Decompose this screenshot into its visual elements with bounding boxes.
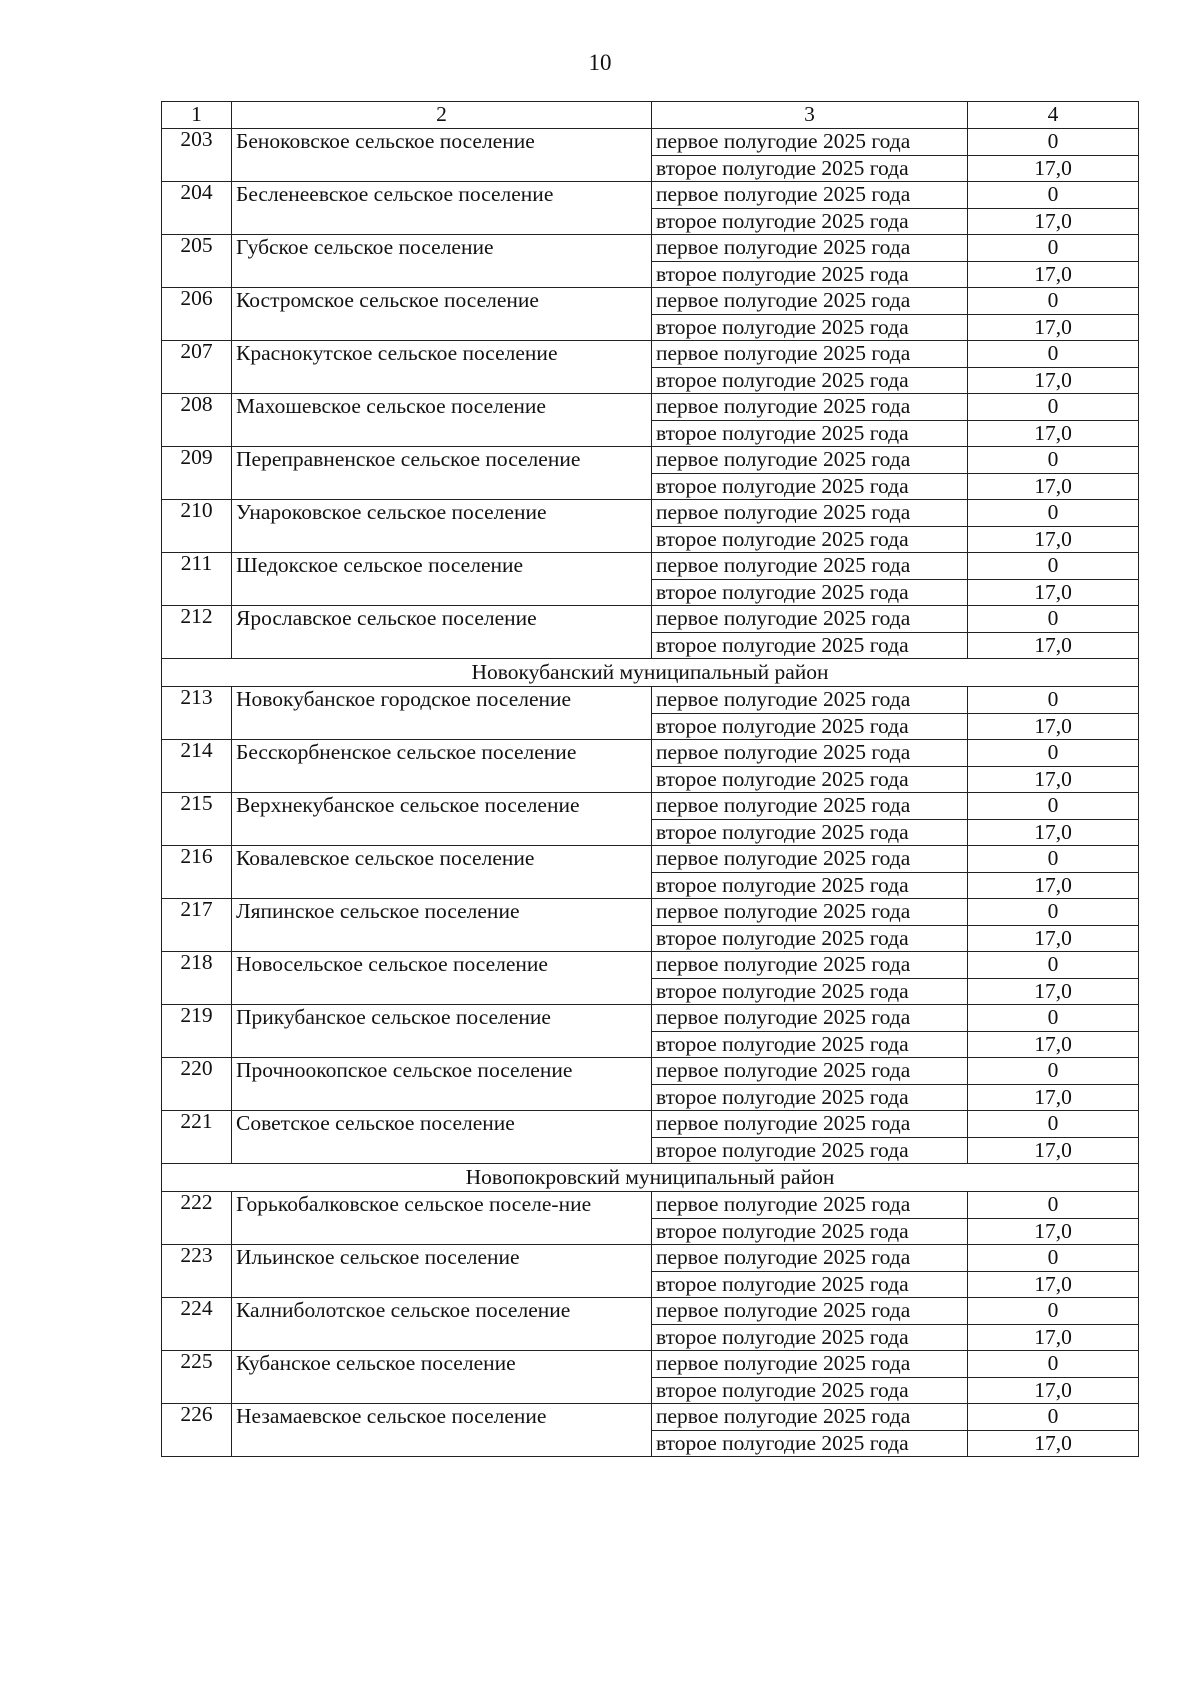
table-row — [162, 1111, 1139, 1138]
period-second-half: второе полугодие 2025 года — [652, 1218, 968, 1245]
settlement-name: Ильинское сельское поселение — [232, 1245, 652, 1298]
settlement-name: Прочноокопское сельское поселение — [232, 1058, 652, 1111]
value-second-half: 17,0 — [968, 367, 1139, 394]
value-first-half: 0 — [968, 1298, 1139, 1325]
row-number: 211 — [162, 553, 232, 606]
value-second-half: 17,0 — [968, 579, 1139, 606]
table-row — [162, 182, 1139, 209]
table-row — [162, 606, 1139, 633]
table-row — [162, 235, 1139, 262]
value-second-half: 17,0 — [968, 1377, 1139, 1404]
value-second-half: 17,0 — [968, 1084, 1139, 1111]
value-first-half: 0 — [968, 500, 1139, 527]
settlement-name: Новосельское сельское поселение — [232, 952, 652, 1005]
column-number: 3 — [652, 102, 968, 129]
settlement-name: Беноковское сельское поселение — [232, 129, 652, 182]
period-first-half: первое полугодие 2025 года — [652, 1404, 968, 1431]
value-first-half: 0 — [968, 1058, 1139, 1085]
settlements-table — [161, 101, 1139, 1457]
row-number: 217 — [162, 899, 232, 952]
value-second-half: 17,0 — [968, 925, 1139, 952]
value-first-half: 0 — [968, 740, 1139, 767]
settlement-name: Ярославское сельское поселение — [232, 606, 652, 659]
period-first-half: первое полугодие 2025 года — [652, 1111, 968, 1138]
period-second-half: второе полугодие 2025 года — [652, 1377, 968, 1404]
settlement-name: Ковалевское сельское поселение — [232, 846, 652, 899]
period-first-half: первое полугодие 2025 года — [652, 1245, 968, 1272]
row-number: 219 — [162, 1005, 232, 1058]
column-number: 4 — [968, 102, 1139, 129]
period-first-half: первое полугодие 2025 года — [652, 1058, 968, 1085]
period-second-half: второе полугодие 2025 года — [652, 713, 968, 740]
period-second-half: второе полугодие 2025 года — [652, 766, 968, 793]
period-second-half: второе полугодие 2025 года — [652, 526, 968, 553]
period-second-half: второе полугодие 2025 года — [652, 1324, 968, 1351]
period-first-half: первое полугодие 2025 года — [652, 341, 968, 368]
table-row — [162, 447, 1139, 474]
table-row — [162, 1404, 1139, 1431]
period-second-half: второе полугодие 2025 года — [652, 420, 968, 447]
settlement-name: Ляпинское сельское поселение — [232, 899, 652, 952]
row-number: 212 — [162, 606, 232, 659]
district-name: Новопокровский муниципальный район — [162, 1164, 1139, 1192]
period-first-half: первое полугодие 2025 года — [652, 740, 968, 767]
row-number: 224 — [162, 1298, 232, 1351]
column-number: 2 — [232, 102, 652, 129]
value-first-half: 0 — [968, 341, 1139, 368]
table-row — [162, 1005, 1139, 1032]
table-row — [162, 500, 1139, 527]
column-number-row — [162, 102, 1139, 129]
settlement-name: Шедокское сельское поселение — [232, 553, 652, 606]
value-first-half: 0 — [968, 394, 1139, 421]
period-second-half: второе полугодие 2025 года — [652, 208, 968, 235]
period-first-half: первое полугодие 2025 года — [652, 899, 968, 926]
settlement-name: Губское сельское поселение — [232, 235, 652, 288]
table-row — [162, 687, 1139, 714]
table-row — [162, 341, 1139, 368]
period-second-half: второе полугодие 2025 года — [652, 1137, 968, 1164]
period-first-half: первое полугодие 2025 года — [652, 447, 968, 474]
table-row — [162, 1058, 1139, 1085]
settlement-name: Верхнекубанское сельское поселение — [232, 793, 652, 846]
settlement-name: Прикубанское сельское поселение — [232, 1005, 652, 1058]
value-second-half: 17,0 — [968, 473, 1139, 500]
value-first-half: 0 — [968, 288, 1139, 315]
period-second-half: второе полугодие 2025 года — [652, 155, 968, 182]
period-second-half: второе полугодие 2025 года — [652, 819, 968, 846]
table-row — [162, 129, 1139, 156]
row-number: 225 — [162, 1351, 232, 1404]
table-row — [162, 899, 1139, 926]
table-row — [162, 1192, 1139, 1219]
value-second-half: 17,0 — [968, 1137, 1139, 1164]
settlement-name: Махошевское сельское поселение — [232, 394, 652, 447]
period-second-half: второе полугодие 2025 года — [652, 579, 968, 606]
period-first-half: первое полугодие 2025 года — [652, 394, 968, 421]
value-second-half: 17,0 — [968, 1324, 1139, 1351]
row-number: 207 — [162, 341, 232, 394]
settlement-name: Незамаевское сельское поселение — [232, 1404, 652, 1457]
settlement-name: Горькобалковское сельское поселе-ние — [232, 1192, 652, 1245]
period-first-half: первое полугодие 2025 года — [652, 606, 968, 633]
period-first-half: первое полугодие 2025 года — [652, 500, 968, 527]
period-second-half: второе полугодие 2025 года — [652, 261, 968, 288]
period-second-half: второе полугодие 2025 года — [652, 367, 968, 394]
column-number: 1 — [162, 102, 232, 129]
value-first-half: 0 — [968, 1351, 1139, 1378]
table-row — [162, 793, 1139, 820]
period-first-half: первое полугодие 2025 года — [652, 129, 968, 156]
row-number: 209 — [162, 447, 232, 500]
row-number: 204 — [162, 182, 232, 235]
settlement-name: Костромское сельское поселение — [232, 288, 652, 341]
period-second-half: второе полугодие 2025 года — [652, 1031, 968, 1058]
value-first-half: 0 — [968, 129, 1139, 156]
row-number: 220 — [162, 1058, 232, 1111]
period-first-half: первое полугодие 2025 года — [652, 1005, 968, 1032]
value-second-half: 17,0 — [968, 713, 1139, 740]
value-first-half: 0 — [968, 447, 1139, 474]
table-row — [162, 1351, 1139, 1378]
period-second-half: второе полугодие 2025 года — [652, 1271, 968, 1298]
value-second-half: 17,0 — [968, 1271, 1139, 1298]
page-number: 10 — [588, 50, 612, 75]
row-number: 203 — [162, 129, 232, 182]
value-second-half: 17,0 — [968, 1218, 1139, 1245]
row-number: 215 — [162, 793, 232, 846]
table-row — [162, 952, 1139, 979]
settlement-name: Калниболотское сельское поселение — [232, 1298, 652, 1351]
value-second-half: 17,0 — [968, 1031, 1139, 1058]
period-first-half: первое полугодие 2025 года — [652, 288, 968, 315]
value-first-half: 0 — [968, 1245, 1139, 1272]
period-first-half: первое полугодие 2025 года — [652, 1192, 968, 1219]
value-second-half: 17,0 — [968, 261, 1139, 288]
table-row — [162, 846, 1139, 873]
table-row — [162, 1245, 1139, 1272]
settlement-name: Бесскорбненское сельское поселение — [232, 740, 652, 793]
period-second-half: второе полугодие 2025 года — [652, 314, 968, 341]
settlement-name: Краснокутское сельское поселение — [232, 341, 652, 394]
value-second-half: 17,0 — [968, 208, 1139, 235]
value-first-half: 0 — [968, 1404, 1139, 1431]
value-first-half: 0 — [968, 553, 1139, 580]
period-second-half: второе полугодие 2025 года — [652, 1084, 968, 1111]
table-row — [162, 740, 1139, 767]
value-first-half: 0 — [968, 899, 1139, 926]
row-number: 213 — [162, 687, 232, 740]
period-second-half: второе полугодие 2025 года — [652, 1430, 968, 1457]
row-number: 216 — [162, 846, 232, 899]
period-first-half: первое полугодие 2025 года — [652, 235, 968, 262]
value-second-half: 17,0 — [968, 526, 1139, 553]
row-number: 214 — [162, 740, 232, 793]
settlement-name: Унароковское сельское поселение — [232, 500, 652, 553]
value-first-half: 0 — [968, 235, 1139, 262]
settlement-name: Бесленеевское сельское поселение — [232, 182, 652, 235]
value-first-half: 0 — [968, 1111, 1139, 1138]
value-first-half: 0 — [968, 687, 1139, 714]
value-first-half: 0 — [968, 952, 1139, 979]
row-number: 206 — [162, 288, 232, 341]
row-number: 210 — [162, 500, 232, 553]
row-number: 223 — [162, 1245, 232, 1298]
period-first-half: первое полугодие 2025 года — [652, 687, 968, 714]
table-row — [162, 553, 1139, 580]
value-second-half: 17,0 — [968, 978, 1139, 1005]
period-second-half: второе полугодие 2025 года — [652, 978, 968, 1005]
value-second-half: 17,0 — [968, 766, 1139, 793]
row-number: 208 — [162, 394, 232, 447]
period-first-half: первое полугодие 2025 года — [652, 553, 968, 580]
settlement-name: Кубанское сельское поселение — [232, 1351, 652, 1404]
period-second-half: второе полугодие 2025 года — [652, 473, 968, 500]
value-second-half: 17,0 — [968, 819, 1139, 846]
value-first-half: 0 — [968, 1192, 1139, 1219]
period-second-half: второе полугодие 2025 года — [652, 925, 968, 952]
value-first-half: 0 — [968, 1005, 1139, 1032]
value-second-half: 17,0 — [968, 1430, 1139, 1457]
value-second-half: 17,0 — [968, 314, 1139, 341]
row-number: 226 — [162, 1404, 232, 1457]
period-first-half: первое полугодие 2025 года — [652, 1298, 968, 1325]
period-first-half: первое полугодие 2025 года — [652, 182, 968, 209]
settlement-name: Переправненское сельское поселение — [232, 447, 652, 500]
value-first-half: 0 — [968, 846, 1139, 873]
row-number: 218 — [162, 952, 232, 1005]
period-second-half: второе полугодие 2025 года — [652, 872, 968, 899]
value-second-half: 17,0 — [968, 632, 1139, 659]
table-row — [162, 288, 1139, 315]
settlement-name: Новокубанское городское поселение — [232, 687, 652, 740]
value-second-half: 17,0 — [968, 872, 1139, 899]
table-row — [162, 1298, 1139, 1325]
period-first-half: первое полугодие 2025 года — [652, 952, 968, 979]
district-header-row — [162, 659, 1139, 687]
period-first-half: первое полугодие 2025 года — [652, 793, 968, 820]
settlement-name: Советское сельское поселение — [232, 1111, 652, 1164]
value-second-half: 17,0 — [968, 420, 1139, 447]
period-first-half: первое полугодие 2025 года — [652, 1351, 968, 1378]
value-first-half: 0 — [968, 793, 1139, 820]
district-name: Новокубанский муниципальный район — [162, 659, 1139, 687]
district-header-row — [162, 1164, 1139, 1192]
value-first-half: 0 — [968, 606, 1139, 633]
value-first-half: 0 — [968, 182, 1139, 209]
value-second-half: 17,0 — [968, 155, 1139, 182]
row-number: 205 — [162, 235, 232, 288]
period-second-half: второе полугодие 2025 года — [652, 632, 968, 659]
table-row — [162, 394, 1139, 421]
row-number: 221 — [162, 1111, 232, 1164]
period-first-half: первое полугодие 2025 года — [652, 846, 968, 873]
row-number: 222 — [162, 1192, 232, 1245]
